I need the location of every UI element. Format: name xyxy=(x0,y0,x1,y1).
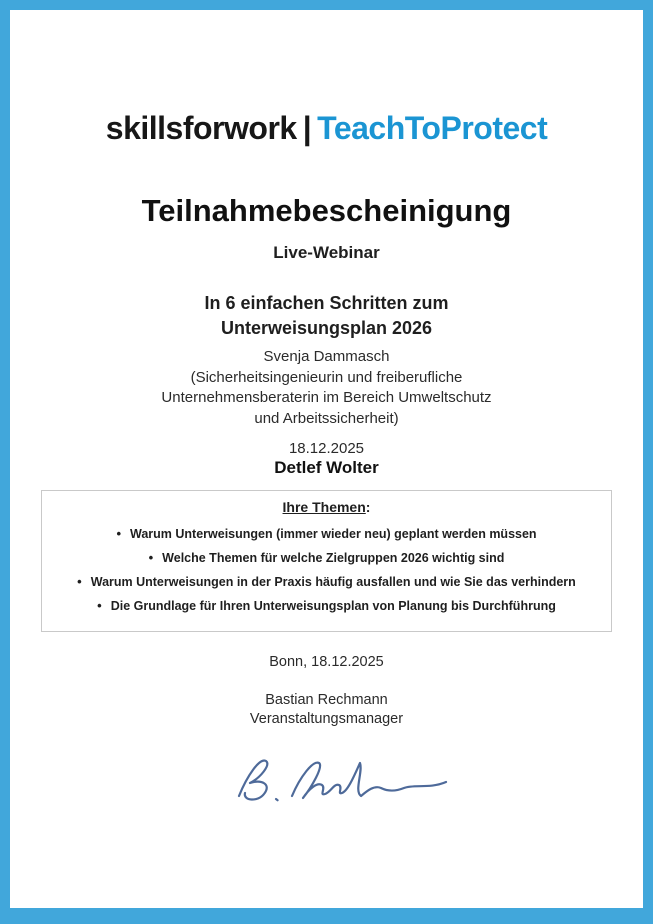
themes-heading-colon: : xyxy=(365,499,371,515)
themes-heading-text: Ihre Themen xyxy=(282,499,366,515)
handwritten-signature-icon xyxy=(212,746,462,818)
participant-name: Detlef Wolter xyxy=(274,458,379,477)
signer-block xyxy=(10,691,643,729)
signer-name: Bastian Rechmann xyxy=(265,692,388,708)
theme-item: • Warum Unterweisungen (immer wieder neu) geplant werden müssen xyxy=(42,522,611,546)
certificate-title: Teilnahmebescheinigung xyxy=(141,193,512,228)
presenter-description-line3: und Arbeitssicherheit) xyxy=(254,409,399,427)
course-title-line1: In 6 einfachen Schritten zum xyxy=(204,293,449,313)
theme-item: • Warum Unterweisungen in der Praxis häufig ausfallen und wie Sie das verhindern xyxy=(42,570,611,594)
event-date: 18.12.2025 xyxy=(288,440,365,457)
signature-image xyxy=(212,746,462,818)
signer-role: Veranstaltungsmanager xyxy=(249,711,404,727)
theme-item: • Die Grundlage für Ihren Unterweisungsplan von Planung bis Durchführung xyxy=(42,594,611,618)
presenter-description-line1: (Sicherheitsingenieurin und freiberufliche xyxy=(190,368,463,386)
presenter-name: Svenja Dammasch xyxy=(263,348,390,365)
presenter-block xyxy=(10,347,643,429)
place-and-date: Bonn, 18.12.2025 xyxy=(269,654,384,670)
course-title-line2: Unterweisungsplan 2026 xyxy=(220,318,433,338)
themes-box xyxy=(41,490,612,632)
event-type-label: Live-Webinar xyxy=(273,243,380,262)
brand-name-teachtoprotect: TeachToProtect xyxy=(317,110,548,146)
theme-item: • Welche Themen für welche Zielgruppen 2026 wichtig sind xyxy=(42,546,611,570)
themes-list xyxy=(42,522,611,618)
brand-separator: | xyxy=(302,110,312,146)
brand-name-skillsforwork: skillsforwork xyxy=(105,110,297,146)
themes-heading xyxy=(42,499,611,515)
brand-logo xyxy=(10,110,643,147)
presenter-description-line2: Unternehmensberaterin im Bereich Umweltschutz xyxy=(161,389,492,406)
course-title xyxy=(10,291,643,341)
